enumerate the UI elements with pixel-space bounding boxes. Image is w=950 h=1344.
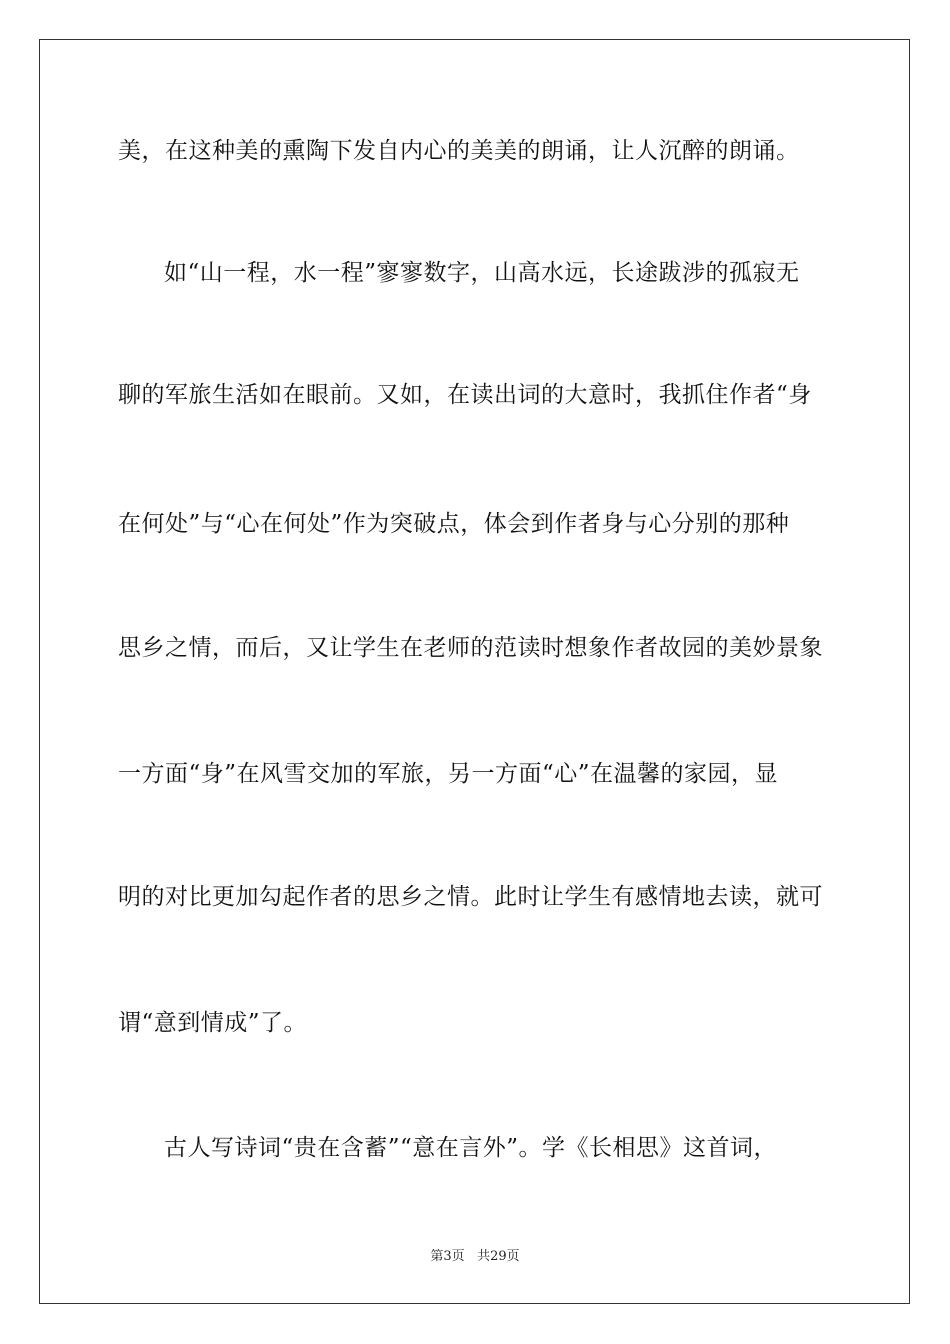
text-line: 聊的军旅生活如在眼前。又如，在读出词的大意时，我抓住作者“身: [118, 382, 812, 408]
page-footer: [0, 1248, 950, 1266]
text-line: 如“山一程，水一程”寥寥数字，山高水远，长途跋涉的孤寂无: [164, 260, 800, 286]
text-line: 美，在这种美的熏陶下发自内心的美美的朗诵，让人沉醉的朗诵。: [118, 138, 800, 164]
text-line: 思乡之情，而后，又让学生在老师的范读时想象作者故园的美妙景象: [118, 635, 823, 661]
text-line: 古人写诗词“贵在含蓄”“意在言外”。学《长相思》这首词，: [164, 1135, 778, 1161]
text-line: 明的对比更加勾起作者的思乡之情。此时让学生有感情地去读，就可: [118, 884, 823, 910]
page-number: 第3页: [430, 1249, 465, 1264]
text-line: 谓“意到情成”了。: [118, 1010, 308, 1036]
text-line: 在何处”与“心在何处”作为突破点，体会到作者身与心分别的那种: [118, 511, 790, 537]
text-line: 一方面“身”在风雪交加的军旅，另一方面“心”在温馨的家园，显: [118, 761, 779, 787]
page-border: [39, 39, 910, 1304]
page-total: 共29页: [477, 1249, 520, 1264]
